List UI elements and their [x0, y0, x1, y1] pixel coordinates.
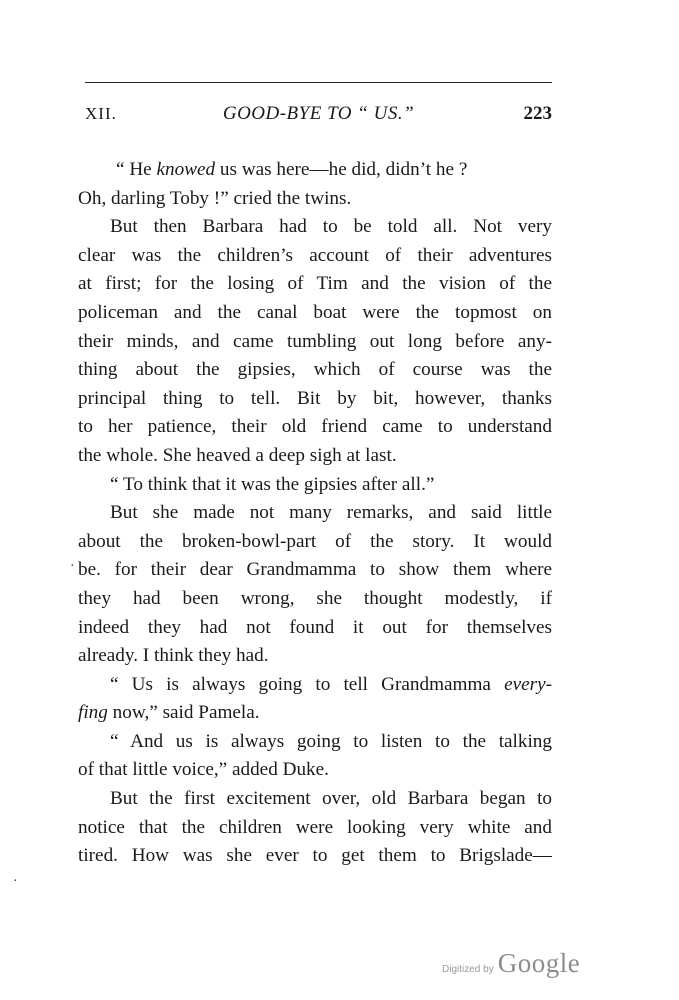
- body-text: [78, 156, 552, 871]
- header-rule: [85, 82, 552, 83]
- italic-word: every-: [504, 673, 552, 695]
- text-line: [78, 328, 552, 357]
- text-run: But the first excitement over, old Barbara began to: [110, 788, 552, 810]
- text-line: [78, 442, 552, 471]
- google-logo: Google: [497, 948, 581, 978]
- text-run: to her patience, their old friend came to understand: [78, 416, 552, 438]
- margin-dot-mid: ·: [70, 559, 75, 574]
- text-run: of that little voice,” added Duke.: [78, 759, 329, 781]
- text-line: [78, 756, 552, 785]
- text-line: [78, 185, 552, 214]
- text-run: indeed they had not found it out for themselves: [78, 616, 552, 638]
- text-line: [78, 242, 552, 271]
- text-line: [78, 842, 552, 871]
- text-run: “ Us is always going to tell Grandmamma: [110, 673, 505, 695]
- text-run: now,” said Pamela.: [107, 702, 260, 724]
- text-run: tired. How was she ever to get them to Brigslade—: [78, 845, 552, 867]
- text-run: be. for their dear Grandmamma to show them where: [78, 559, 552, 581]
- text-run: Oh, darling Toby !” cried the twins.: [78, 187, 352, 209]
- text-run: “ And us is always going to listen to the talking: [110, 730, 552, 752]
- text-run: principal thing to tell. Bit by bit, however, thanks: [78, 387, 552, 409]
- text-line: [78, 385, 552, 414]
- page-number: 223: [523, 103, 552, 124]
- text-line: [78, 699, 552, 728]
- chapter-number: XII.: [85, 104, 117, 123]
- text-run: clear was the children’s account of their adventures: [78, 244, 552, 266]
- margin-dot-low: ·: [13, 874, 18, 889]
- text-run: But then Barbara had to be told all. Not very: [110, 216, 552, 238]
- text-line: [78, 156, 552, 185]
- text-line: [78, 785, 552, 814]
- watermark-small: Digitized by: [442, 964, 494, 975]
- text-run: their minds, and came tumbling out long before any-: [78, 330, 552, 352]
- text-run: notice that the children were looking very white and: [78, 816, 552, 838]
- text-run: they had been wrong, she thought modestly, if: [78, 587, 552, 609]
- text-line: [78, 528, 552, 557]
- text-line: [78, 642, 552, 671]
- text-run: policeman and the canal boat were the topmost on: [78, 301, 552, 323]
- text-run: “ To think that it was the gipsies after all.”: [110, 473, 435, 495]
- text-run: But she made not many remarks, and said little: [110, 502, 552, 524]
- running-title: GOOD-BYE TO “ US.”: [222, 103, 415, 124]
- text-run: already. I think they had.: [78, 645, 269, 667]
- text-line: [78, 413, 552, 442]
- text-line: [78, 814, 552, 843]
- text-line: [78, 728, 552, 757]
- digitized-watermark: [442, 948, 580, 979]
- text-run: the whole. She heaved a deep sigh at last.: [78, 444, 397, 466]
- italic-word: fing: [78, 702, 108, 724]
- text-line: [78, 299, 552, 328]
- text-run: “ He: [116, 159, 157, 180]
- text-line: [78, 356, 552, 385]
- text-line: [78, 213, 552, 242]
- text-line: [78, 499, 552, 528]
- text-run: us was here—he did, didn’t he ?: [215, 159, 468, 180]
- text-line: [78, 585, 552, 614]
- text-run: thing about the gipsies, which of course was the: [78, 359, 552, 381]
- text-line: [78, 556, 552, 585]
- text-line: [78, 471, 552, 500]
- text-run: at first; for the losing of Tim and the vision of the: [78, 273, 552, 295]
- italic-word: knowed: [156, 159, 216, 180]
- text-line: [78, 671, 552, 700]
- text-line: [78, 614, 552, 643]
- text-run: about the broken-bowl-part of the story. It would: [78, 530, 552, 552]
- text-line: [78, 270, 552, 299]
